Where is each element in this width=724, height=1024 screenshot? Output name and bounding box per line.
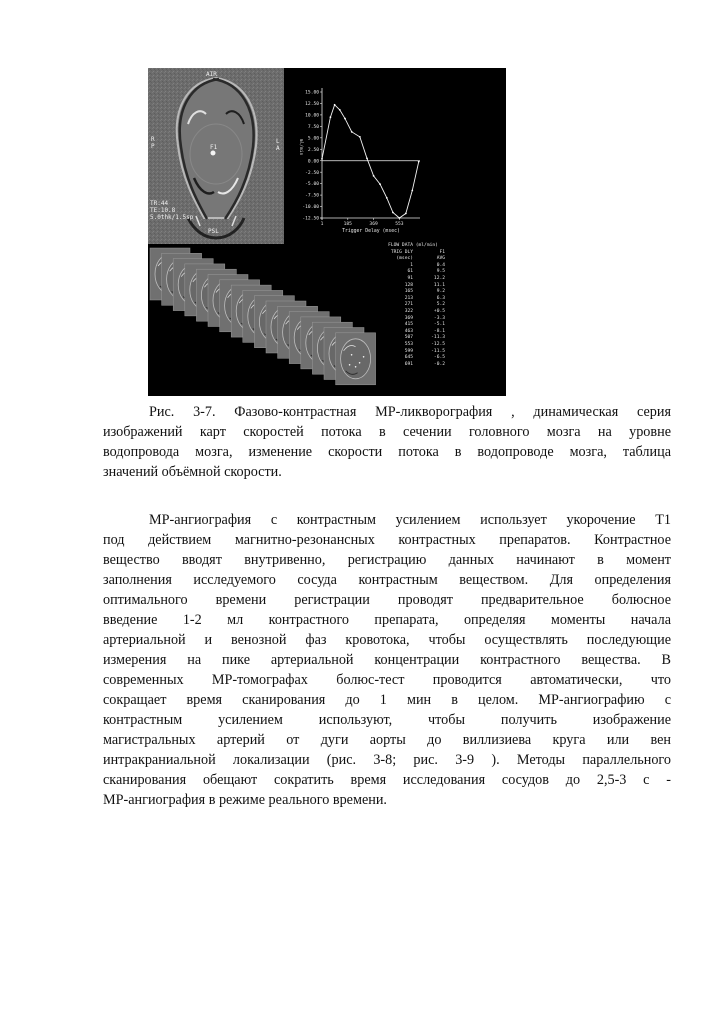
flow-table-cell-delay: 463: [404, 328, 413, 334]
flow-table-header-f1: F1: [439, 249, 445, 255]
flow-table-row: [373, 322, 453, 329]
chart-y-tick-label: -12.50: [302, 216, 319, 222]
flow-table-row: [373, 335, 453, 342]
chart-y-tick-label: -5.00: [305, 182, 319, 188]
chart-series-line: [322, 105, 419, 218]
chart-y-tick-label: 2.50: [307, 147, 319, 153]
flow-table-body: [373, 263, 453, 369]
dynamic-image-series: [148, 246, 378, 396]
flow-table-unit-f1: AVG: [436, 256, 445, 262]
flow-table-row: [373, 309, 453, 316]
chart-y-tick-label: 5.00: [307, 136, 319, 142]
body-line: контрастным усилением используют, чтобы получить изображение: [103, 712, 671, 728]
chart-point: [373, 175, 375, 177]
mri-label-air: AIR: [206, 71, 217, 78]
body-line: под действием магнитно-резонансных контрастных препаратов. Контрастное: [103, 532, 671, 548]
chart-y-tick-label: 0.00: [307, 159, 319, 165]
flow-table-cell-delay: 553: [404, 341, 413, 347]
flow-table-cell-delay: 645: [404, 355, 413, 361]
flow-table-cell-delay: 213: [404, 295, 413, 301]
body-line: оптимального времени регистрации проводят предварительное болюсное: [103, 592, 671, 608]
caption-line: водопровода мозга, изменение скорости потока в водопроводе мозга, таблица: [103, 444, 671, 460]
flow-table-cell-delay: 322: [404, 308, 413, 314]
flow-table-cell-delay: 369: [404, 315, 413, 321]
flow-table-cell-flow: 9.2: [436, 289, 445, 295]
chart-y-tick-label: -10.00: [302, 205, 319, 211]
mri-label-right-side: L A: [276, 138, 280, 152]
flow-table-cell-flow: +0.5: [433, 308, 445, 314]
flow-table-cell-flow: -11.5: [431, 348, 445, 354]
chart-x-tick-label: 1: [320, 222, 324, 227]
body-line: вещество вводят внутривенно, регистрацию данных начинают в момент: [103, 552, 671, 568]
caption-line: Рис. 3-7. Фазово-контрастная МР-ликворография , динамическая серия: [149, 404, 671, 420]
mri-scan-params: TR:44 TE:10.8 5.0thk/1.5sp: [150, 200, 194, 221]
chart-point: [330, 116, 332, 118]
series-frame: [336, 333, 376, 385]
body-line: интракраниальной локализации (рис. 3-8; рис. 3-9 ). Методы параллельного: [103, 752, 671, 768]
flow-chart: [284, 68, 434, 238]
body-line: современных МР-томографах болюс-тест проводится автоматически, что: [103, 672, 671, 688]
flow-table-title: FLOW DATA (ml/min): [388, 243, 438, 248]
chart-y-label: ml/min: [298, 138, 303, 156]
flow-table-cell-flow: -11.3: [431, 335, 445, 341]
flow-table-row: [373, 269, 453, 276]
caption-line: изображений карт скоростей потока в сечении головного мозга на уровне: [103, 424, 671, 440]
chart-y-tick-label: 10.00: [305, 113, 319, 119]
chart-y-tick-label: 7.50: [307, 124, 319, 130]
flow-table-row: [373, 276, 453, 283]
flow-table-cell-flow: 9.5: [436, 269, 445, 275]
flow-table-cell-flow: 6.3: [436, 295, 445, 301]
body-paragraph: [103, 510, 671, 810]
flow-table-header-2: [373, 256, 453, 263]
flow-table-cell-delay: 271: [404, 302, 413, 308]
chart-point: [359, 136, 361, 138]
body-line: сокращает время сканирования до 1 мин в целом. МР-ангиографию с: [103, 692, 671, 708]
mri-label-marker: F1: [210, 144, 218, 151]
flow-table-cell-flow: 11.1: [433, 282, 445, 288]
chart-x-tick-label: 553: [395, 222, 404, 227]
chart-point: [339, 109, 341, 111]
flow-table-cell-delay: 691: [404, 361, 413, 367]
flow-table-cell-flow: 0.4: [436, 262, 445, 268]
flow-table-cell-flow: 12.2: [433, 275, 445, 281]
mri-label-left-side: R P: [151, 136, 155, 150]
flow-table-cell-flow: 5.2: [436, 302, 445, 308]
chart-point: [366, 158, 368, 160]
chart-point: [351, 131, 353, 133]
flow-table-cell-flow: -12.5: [431, 341, 445, 347]
chart-x-tick-label: 369: [369, 222, 378, 227]
flow-table-cell-delay: 61: [407, 269, 413, 275]
flow-table-cell-flow: -8.1: [433, 328, 445, 334]
flow-table-cell-delay: 165: [404, 289, 413, 295]
chart-y-tick-label: 12.50: [305, 102, 319, 108]
body-line: МР-ангиография с контрастным усилением использует укорочение Т1: [149, 512, 671, 528]
body-line: магистральных артерий от дуги аорты до виллизиева круга или вен: [103, 732, 671, 748]
caption-line: значений объёмной скорости.: [103, 464, 282, 480]
flow-table-header-delay: TRIG DLY: [390, 249, 413, 255]
chart-point: [321, 158, 323, 160]
chart-point: [344, 118, 346, 120]
body-line: введение 1-2 мл контрастного препарата, определяя моменты начала: [103, 612, 671, 628]
chart-point: [334, 104, 336, 106]
chart-point: [411, 190, 413, 192]
mri-phase-contrast-image: [148, 68, 284, 244]
flow-table-cell-flow: -3.3: [433, 315, 445, 321]
chart-y-tick-label: 15.00: [305, 90, 319, 96]
chart-point: [398, 217, 400, 219]
body-line: артериальной и венозной фаз кровотока, чтобы осуществлять последующие: [103, 632, 671, 648]
chart-point: [386, 197, 388, 199]
flow-table-cell-delay: 507: [404, 335, 413, 341]
chart-marks: [321, 104, 420, 219]
chart-y-tick-label: -7.50: [305, 193, 319, 199]
flow-table-cell-delay: 128: [404, 282, 413, 288]
body-line: измерения на пике артериальной концентрации контрастного вещества. В: [103, 652, 671, 668]
chart-x-label: Trigger Delay (msec): [342, 229, 400, 234]
flow-table-unit-delay: (msec): [396, 256, 413, 262]
chart-point: [405, 213, 407, 215]
flow-table-row: [373, 342, 453, 349]
flow-table-row: [373, 289, 453, 296]
body-line: МР-ангиография в режиме реального времени.: [103, 792, 387, 808]
flow-table-row: [373, 362, 453, 369]
chart-point: [379, 183, 381, 185]
flow-table-cell-flow: -6.5: [433, 355, 445, 361]
figure-caption: [103, 402, 671, 482]
flow-table-cell-flow: -0.2: [433, 361, 445, 367]
flow-table-row: [373, 302, 453, 309]
flow-table-cell-delay: 415: [404, 322, 413, 328]
chart-point: [392, 212, 394, 214]
mri-label-psl: PSL: [208, 228, 219, 235]
flow-table-row: [373, 355, 453, 362]
flow-table-cell-delay: 91: [407, 275, 413, 281]
figure-fig-3-7: [148, 68, 506, 396]
body-line: заполнения исследуемого сосуда контрастным веществом. Для определения: [103, 572, 671, 588]
flow-table-cell-delay: 599: [404, 348, 413, 354]
flow-data-table: [373, 243, 453, 368]
flow-table-cell-delay: 1: [410, 262, 413, 268]
body-line: сканирования обещают сократить время исследования сосудов до 2,5-3 с -: [103, 772, 671, 788]
chart-x-tick-label: 185: [343, 222, 352, 227]
chart-y-tick-label: -2.50: [305, 170, 319, 176]
flow-table-cell-flow: -5.1: [433, 322, 445, 328]
